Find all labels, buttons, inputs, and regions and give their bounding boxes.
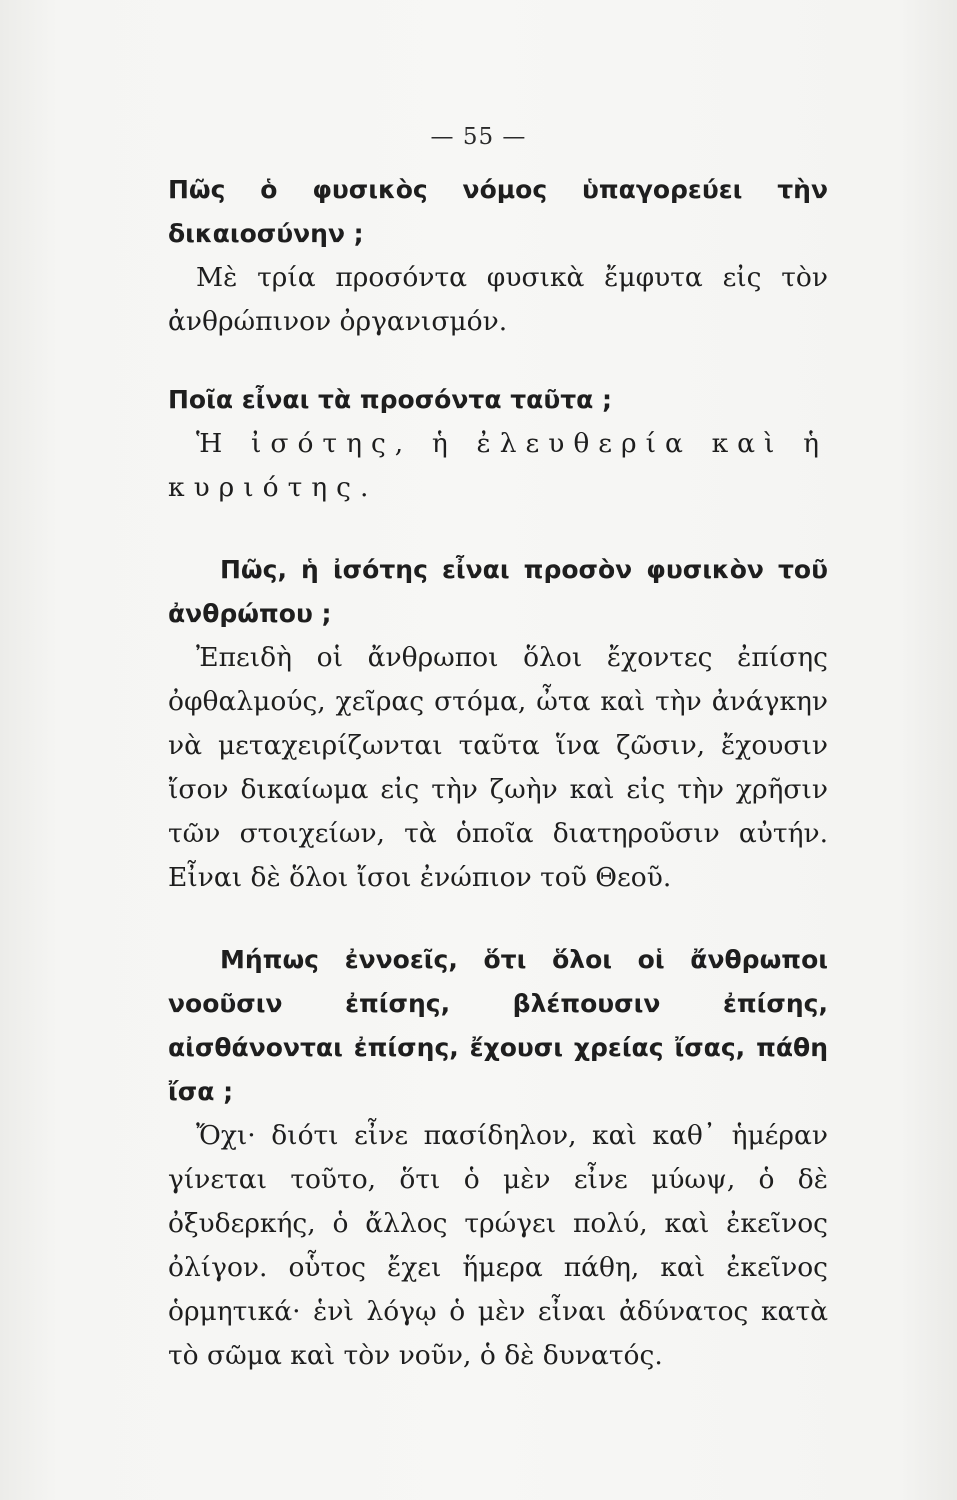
answer-2-text: Ἡ ἰσότης, ἡ ἐλευθερία καὶ ἡ κυριότης. [168,428,828,503]
text-body [168,168,828,1378]
question-2: Ποῖα εἶναι τὰ προσόντα ταῦτα ; [168,385,613,414]
answer-1-text: Μὲ τρία προσόντα φυσικὰ ἔμφυτα εἰς τὸν ἀνθρώπινον ὀργανισμόν. [168,262,828,337]
section-gap [168,510,828,548]
qa-section-1 [168,168,828,344]
answer-3-text: Ἐπειδὴ οἱ ἄνθρωποι ὅλοι ἔχοντες ἐπίσης ὀφθαλμούς, χεῖρας στόμα, ὦτα καὶ τὴν ἀνάγκην νὰ μεταχειρίζωνται ταῦτα ἵνα ζῶσιν, ἔχουσιν ἴσον δικαίωμα εἰς τὴν ζωὴν καὶ εἰς τὴν χρῆσιν τῶν στοιχείων, τὰ ὁποῖα διατηροῦσιν αὐτήν. Εἶναι δὲ ὅλοι ἴσοι ἐνώπιον τοῦ Θεοῦ. [168,642,828,893]
qa-section-4 [168,938,828,1378]
answer-2 [168,422,828,510]
question-4-text: Μήπως ἐννοεῖς, ὅτι ὅλοι οἱ ἄνθρωποι νοοῦσιν ἐπίσης, βλέπουσιν ἐπίσης, αἰσθάνονται ἐπίσης, ἔχουσι χρείας ἴσας, πάθη ἴσα ; [168,945,828,1106]
qa-section-3 [168,548,828,900]
answer-3 [168,636,828,900]
question-3-text: Πῶς, ἡ ἰσότης εἶναι προσὸν φυσικὸν τοῦ ἀνθρώπου ; [168,555,828,628]
page-number: — 55 — [430,124,527,150]
answer-4 [168,1114,828,1378]
question-3 [168,548,828,636]
qa-section-2 [168,378,828,510]
section-gap [168,344,828,378]
answer-1 [168,256,828,344]
section-gap [168,900,828,938]
answer-4-text: Ὄχι· διότι εἶνε πασίδηλον, καὶ καθ᾽ ἡμέραν γίνεται τοῦτο, ὅτι ὁ μὲν εἶνε μύωψ, ὁ δὲ ὀξυδερκής, ὁ ἄλλος τρώγει πολύ, καὶ ἐκεῖνος ὀλίγον. οὗτος ἔχει ἥμερα πάθη, καὶ ἐκεῖνος ὁρμητικά· ἑνὶ λόγῳ ὁ μὲν εἶναι ἀδύνατος κατὰ τὸ σῶμα καὶ τὸν νοῦν, ὁ δὲ δυνατός. [168,1120,828,1371]
question-4 [168,938,828,1114]
question-1: Πῶς ὁ φυσικὸς νόμος ὑπαγορεύει τὴν δικαιοσύνην ; [168,175,828,248]
